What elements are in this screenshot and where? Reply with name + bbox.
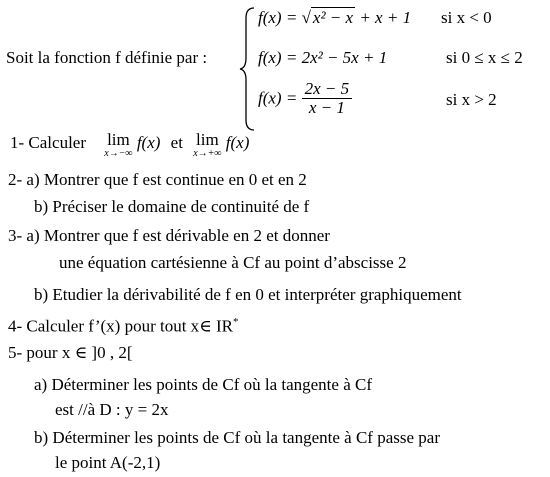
left-brace <box>238 6 258 132</box>
question-5a-line1: a) Déterminer les points de Cf où la tangente à Cf <box>34 375 372 394</box>
question-5a-line2: est //à D : y = 2x <box>55 400 169 419</box>
question-3a-line1: 3- a) Montrer que f est dérivable en 2 et donner <box>8 226 330 245</box>
question-3a-line2: une équation cartésienne à Cf au point d’abscisse 2 <box>59 253 407 272</box>
intro-text: Soit la fonction f définie par : <box>6 48 208 67</box>
question-5b-line1: b) Déterminer les points de Cf où la tangente à Cf passe par <box>34 428 440 447</box>
case-1-expr: f(x) = √ x² − x + x + 1 <box>258 8 412 27</box>
question-1: 1- Calculer lim x→−∞ f(x) et lim x→+∞ f(x) <box>10 130 250 159</box>
case-3-expr: f(x) = $\frac{2x - 5}{x - 1}$ <box>258 80 352 117</box>
question-3b: b) Etudier la dérivabilité de f en 0 et interpréter graphiquement <box>34 285 462 304</box>
case-2-expr: f(x) = 2x² − 5x + 1 <box>258 48 388 67</box>
question-2b: b) Préciser le domaine de continuité de f <box>34 197 310 216</box>
case-3-condition: si x > 2 <box>446 90 497 109</box>
question-2a: 2- a) Montrer que f est continue en 0 et en 2 <box>8 170 307 189</box>
question-5b-line2: le point A(-2,1) <box>55 453 161 472</box>
case-3-fraction: $\frac{2x - 5}{x - 1}$ <box>302 80 353 117</box>
question-5-head: 5- pour x ∈ ]0 , 2[ <box>8 343 133 362</box>
case-1-condition: si x < 0 <box>441 8 492 27</box>
case-2-condition: si 0 ≤ x ≤ 2 <box>446 48 523 67</box>
question-4: 4- Calculer f’(x) pour tout x∈ IR* <box>8 316 239 336</box>
